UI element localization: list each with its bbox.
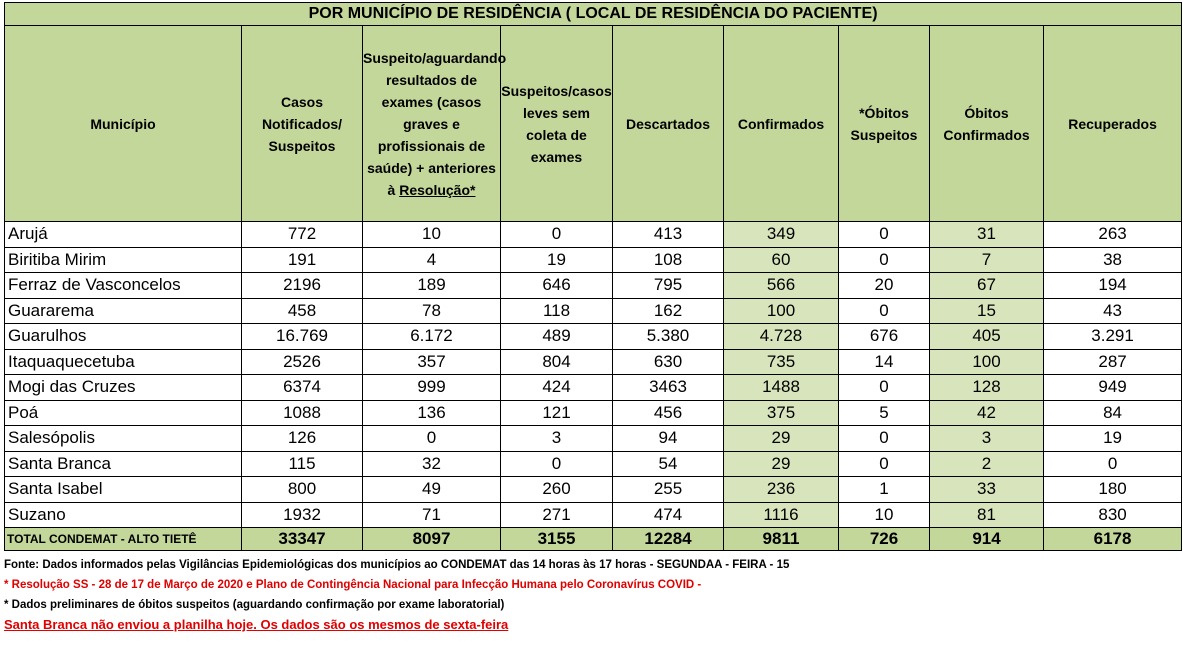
cell-casos: 800 <box>242 477 363 503</box>
cell-descartados: 474 <box>613 502 724 528</box>
cell-casos: 126 <box>242 426 363 452</box>
cell-descartados: 94 <box>613 426 724 452</box>
table-row <box>5 451 1182 477</box>
table-row <box>5 222 1182 248</box>
cell-municipio: Biritiba Mirim <box>5 247 242 273</box>
table-row <box>5 273 1182 299</box>
cell-confirmados: 100 <box>724 298 839 324</box>
header-suspeito-resolucao: Resolução* <box>399 181 476 198</box>
header-row <box>5 26 1182 222</box>
cell-obitos-susp: 676 <box>839 324 930 350</box>
cell-leves: 271 <box>501 502 613 528</box>
cell-casos: 2526 <box>242 349 363 375</box>
header-confirmados: Confirmados <box>724 26 839 222</box>
cell-casos: 458 <box>242 298 363 324</box>
header-leves: Suspeitos/casos leves sem coleta de exames <box>501 26 613 222</box>
cell-casos: 1932 <box>242 502 363 528</box>
cell-municipio: Suzano <box>5 502 242 528</box>
cell-descartados: 456 <box>613 400 724 426</box>
cell-suspeito: 32 <box>363 451 501 477</box>
cell-confirmados: 1488 <box>724 375 839 401</box>
cell-municipio: Ferraz de Vasconcelos <box>5 273 242 299</box>
cell-recuperados: 84 <box>1044 400 1182 426</box>
cell-suspeito: 4 <box>363 247 501 273</box>
cell-suspeito: 0 <box>363 426 501 452</box>
cell-municipio: Poá <box>5 400 242 426</box>
cell-suspeito: 49 <box>363 477 501 503</box>
cell-municipio: Salesópolis <box>5 426 242 452</box>
cell-confirmados: 236 <box>724 477 839 503</box>
cell-descartados: 5.380 <box>613 324 724 350</box>
report <box>4 2 1181 635</box>
cell-obitos-conf: 33 <box>930 477 1044 503</box>
cell-municipio: Guararema <box>5 298 242 324</box>
header-casos: Casos Notificados/ Suspeitos <box>242 26 363 222</box>
cell-descartados: 162 <box>613 298 724 324</box>
cell-obitos-susp: 0 <box>839 247 930 273</box>
cell-confirmados: 29 <box>724 451 839 477</box>
cell-obitos-conf: 405 <box>930 324 1044 350</box>
cell-leves: 121 <box>501 400 613 426</box>
cell-recuperados: 38 <box>1044 247 1182 273</box>
cell-obitos-conf: 67 <box>930 273 1044 299</box>
cell-suspeito: 71 <box>363 502 501 528</box>
cell-casos: 2196 <box>242 273 363 299</box>
table-row <box>5 477 1182 503</box>
cell-municipio: Santa Isabel <box>5 477 242 503</box>
cell-obitos-conf: 15 <box>930 298 1044 324</box>
cell-descartados: 54 <box>613 451 724 477</box>
cell-recuperados: 830 <box>1044 502 1182 528</box>
total-row <box>5 528 1182 551</box>
total-suspeito: 8097 <box>363 528 501 551</box>
cell-suspeito: 136 <box>363 400 501 426</box>
header-obitos-suspeitos: *Óbitos Suspeitos <box>839 26 930 222</box>
table-row <box>5 324 1182 350</box>
cell-municipio: Santa Branca <box>5 451 242 477</box>
covid-table <box>4 2 1182 551</box>
cell-leves: 0 <box>501 222 613 248</box>
cell-casos: 191 <box>242 247 363 273</box>
cell-confirmados: 4.728 <box>724 324 839 350</box>
cell-obitos-susp: 0 <box>839 298 930 324</box>
cell-descartados: 795 <box>613 273 724 299</box>
note-fonte: Fonte: Dados informados pelas Vigilâncias Epidemiológicas dos municípios ao CONDEMAT das 14 horas às 17 horas - SEGUNDAA - FEIRA - 15 <box>4 559 790 571</box>
cell-recuperados: 287 <box>1044 349 1182 375</box>
cell-leves: 0 <box>501 451 613 477</box>
cell-confirmados: 375 <box>724 400 839 426</box>
header-municipio: Município <box>5 26 242 222</box>
cell-descartados: 255 <box>613 477 724 503</box>
cell-confirmados: 29 <box>724 426 839 452</box>
total-label: TOTAL CONDEMAT - ALTO TIETÊ <box>5 528 242 551</box>
footnotes <box>4 555 1181 635</box>
table-row <box>5 400 1182 426</box>
cell-casos: 16.769 <box>242 324 363 350</box>
cell-recuperados: 949 <box>1044 375 1182 401</box>
cell-recuperados: 0 <box>1044 451 1182 477</box>
header-obitos-confirmados: Óbitos Confirmados <box>930 26 1044 222</box>
cell-leves: 3 <box>501 426 613 452</box>
note-resolucao: * Resolução SS - 28 de 17 de Março de 2020 e Plano de Contingência Nacional para Infecção Humana pelo Coronavírus COVID - <box>4 579 702 591</box>
cell-casos: 1088 <box>242 400 363 426</box>
cell-casos: 6374 <box>242 375 363 401</box>
table-row <box>5 298 1182 324</box>
cell-obitos-conf: 2 <box>930 451 1044 477</box>
cell-leves: 489 <box>501 324 613 350</box>
total-obitos-confirmados: 914 <box>930 528 1044 551</box>
cell-leves: 424 <box>501 375 613 401</box>
cell-recuperados: 180 <box>1044 477 1182 503</box>
cell-obitos-susp: 0 <box>839 426 930 452</box>
cell-casos: 772 <box>242 222 363 248</box>
cell-obitos-conf: 31 <box>930 222 1044 248</box>
table-row <box>5 247 1182 273</box>
table-row <box>5 349 1182 375</box>
cell-suspeito: 999 <box>363 375 501 401</box>
total-descartados: 12284 <box>613 528 724 551</box>
cell-obitos-susp: 1 <box>839 477 930 503</box>
cell-recuperados: 3.291 <box>1044 324 1182 350</box>
cell-suspeito: 78 <box>363 298 501 324</box>
header-descartados: Descartados <box>613 26 724 222</box>
total-obitos-suspeitos: 726 <box>839 528 930 551</box>
cell-municipio: Arujá <box>5 222 242 248</box>
cell-descartados: 630 <box>613 349 724 375</box>
cell-recuperados: 194 <box>1044 273 1182 299</box>
cell-obitos-conf: 100 <box>930 349 1044 375</box>
cell-obitos-susp: 0 <box>839 451 930 477</box>
cell-confirmados: 60 <box>724 247 839 273</box>
table-row <box>5 502 1182 528</box>
cell-obitos-conf: 128 <box>930 375 1044 401</box>
cell-casos: 115 <box>242 451 363 477</box>
cell-obitos-susp: 0 <box>839 222 930 248</box>
cell-obitos-susp: 14 <box>839 349 930 375</box>
cell-descartados: 3463 <box>613 375 724 401</box>
cell-obitos-susp: 10 <box>839 502 930 528</box>
cell-leves: 260 <box>501 477 613 503</box>
cell-confirmados: 349 <box>724 222 839 248</box>
cell-recuperados: 43 <box>1044 298 1182 324</box>
cell-leves: 19 <box>501 247 613 273</box>
cell-recuperados: 19 <box>1044 426 1182 452</box>
cell-obitos-susp: 20 <box>839 273 930 299</box>
cell-obitos-susp: 5 <box>839 400 930 426</box>
cell-obitos-conf: 7 <box>930 247 1044 273</box>
note-preliminares: * Dados preliminares de óbitos suspeitos (aguardando confirmação por exame laboratorial) <box>4 599 505 611</box>
cell-suspeito: 189 <box>363 273 501 299</box>
cell-confirmados: 566 <box>724 273 839 299</box>
total-casos: 33347 <box>242 528 363 551</box>
total-recuperados: 6178 <box>1044 528 1182 551</box>
cell-obitos-susp: 0 <box>839 375 930 401</box>
cell-obitos-conf: 3 <box>930 426 1044 452</box>
cell-municipio: Itaquaquecetuba <box>5 349 242 375</box>
note-santa-branca: Santa Branca não enviou a planilha hoje. Os dados são os mesmos de sexta-feira <box>4 617 509 632</box>
table-row <box>5 375 1182 401</box>
table-body <box>5 222 1182 528</box>
cell-confirmados: 1116 <box>724 502 839 528</box>
cell-municipio: Mogi das Cruzes <box>5 375 242 401</box>
cell-obitos-conf: 42 <box>930 400 1044 426</box>
table-row <box>5 426 1182 452</box>
cell-suspeito: 357 <box>363 349 501 375</box>
cell-leves: 804 <box>501 349 613 375</box>
total-leves: 3155 <box>501 528 613 551</box>
cell-descartados: 413 <box>613 222 724 248</box>
cell-descartados: 108 <box>613 247 724 273</box>
cell-suspeito: 6.172 <box>363 324 501 350</box>
header-suspeito <box>363 26 507 222</box>
total-confirmados: 9811 <box>724 528 839 551</box>
cell-suspeito: 10 <box>363 222 501 248</box>
cell-recuperados: 263 <box>1044 222 1182 248</box>
header-suspeito-text: Suspeito/aguardando resultados de exames (casos graves e profissionais de saúde) + anteriores à <box>363 49 507 198</box>
cell-confirmados: 735 <box>724 349 839 375</box>
header-recuperados: Recuperados <box>1044 26 1182 222</box>
cell-leves: 646 <box>501 273 613 299</box>
cell-leves: 118 <box>501 298 613 324</box>
cell-municipio: Guarulhos <box>5 324 242 350</box>
cell-obitos-conf: 81 <box>930 502 1044 528</box>
table-title: POR MUNICÍPIO DE RESIDÊNCIA ( LOCAL DE RESIDÊNCIA DO PACIENTE) <box>5 3 1182 26</box>
